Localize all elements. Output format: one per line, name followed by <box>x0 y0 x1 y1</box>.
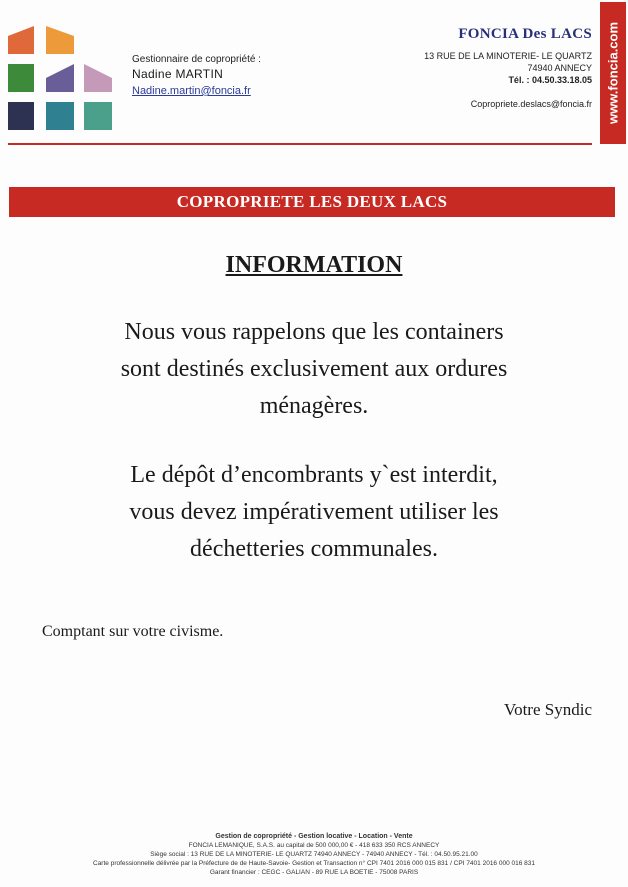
manager-email-link[interactable]: Nadine.martin@foncia.fr <box>132 85 251 97</box>
agency-name: FONCIA Des LACS <box>458 26 592 42</box>
text-line: sont destinés exclusivement aux ordures <box>120 356 508 383</box>
agency-block <box>424 26 592 109</box>
paragraph-encombrants <box>0 457 628 569</box>
text-line: Le dépôt d’encombrants y`est interdit, <box>130 462 498 488</box>
agency-city: 74940 ANNECY <box>527 63 592 73</box>
website-band <box>600 2 626 144</box>
agency-email: Copropriete.deslacs@foncia.fr <box>470 99 592 109</box>
signature: Votre Syndic <box>504 700 592 719</box>
paragraph-containers <box>0 314 628 426</box>
agency-address: 13 RUE DE LA MINOTERIE- LE QUARTZ <box>424 51 592 61</box>
info-title: INFORMATION <box>225 252 403 278</box>
agency-phone: Tél. : 04.50.33.18.05 <box>508 75 592 85</box>
text-line: Nous vous rappelons que les containers <box>124 319 504 345</box>
text-line: vous devez impérativement utiliser les <box>129 499 499 526</box>
header-divider <box>8 143 592 145</box>
foncia-logo <box>8 24 116 132</box>
copropriete-banner: COPROPRIETE LES DEUX LACS <box>9 187 615 217</box>
text-line: déchetteries communales. <box>190 536 438 563</box>
manager-block <box>132 54 261 97</box>
closing-line: Comptant sur votre civisme. <box>42 623 224 640</box>
manager-name: Nadine MARTIN <box>132 67 224 81</box>
website-label: www.foncia.com <box>605 21 621 125</box>
footer <box>0 832 628 877</box>
footer-headquarters: Siège social : 13 RUE DE LA MINOTERIE- LE QUARTZ 74940 ANNECY - 74940 ANNECY - Tél. : 04.50.95.21.00 <box>150 851 478 858</box>
manager-role: Gestionnaire de copropriété : <box>132 54 261 65</box>
footer-guarantor: Garant financier : CEGC - GALIAN - 89 RUE LA BOETIE - 75008 PARIS <box>209 869 419 876</box>
text-line: ménagères. <box>259 393 369 420</box>
footer-services: Gestion de copropriété - Gestion locative - Location - Vente <box>215 833 413 840</box>
footer-license: Carte professionnelle délivrée par la Préfecture de de Haute-Savoie- Gestion et Transaction n° CPI 7401 2016 000 015 831 / CPI 7401 2016 000 016 831 <box>93 860 535 867</box>
info-title-wrap <box>0 252 628 279</box>
footer-company: FONCIA LEMANIQUE, S.A.S. au capital de 500 000,00 € - 418 633 350 RCS ANNECY <box>188 842 440 849</box>
